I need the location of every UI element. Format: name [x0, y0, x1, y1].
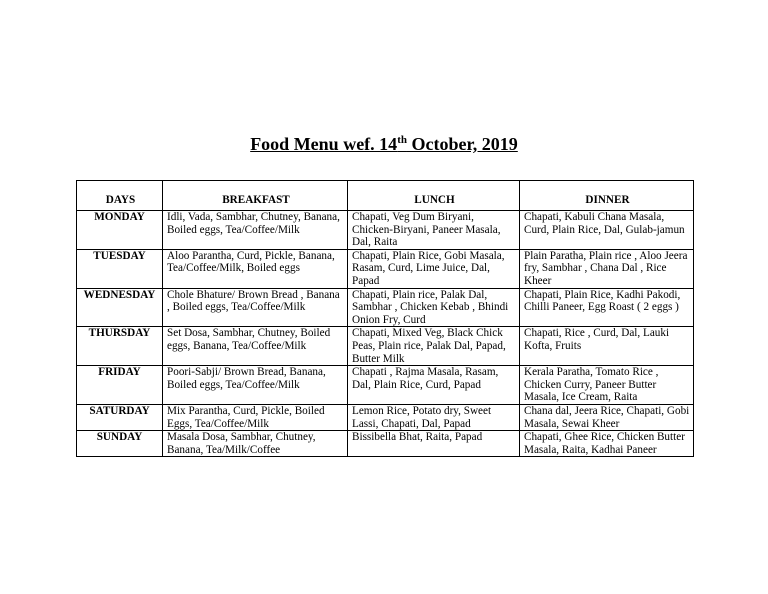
table-row — [77, 288, 694, 327]
lunch-cell: Chapati, Veg Dum Biryani, Chicken-Biryani, Paneer Masala, Dal, Raita — [348, 211, 520, 250]
column-header-dinner: DINNER — [520, 181, 694, 211]
breakfast-cell: Aloo Parantha, Curd, Pickle, Banana, Tea/Coffee/Milk, Boiled eggs — [163, 249, 348, 288]
lunch-cell: Chapati, Plain rice, Palak Dal, Sambhar , Chicken Kebab , Bhindi Onion Fry, Curd — [348, 288, 520, 327]
day-cell: MONDAY — [77, 211, 163, 250]
day-cell: TUESDAY — [77, 249, 163, 288]
lunch-cell: Chapati, Mixed Veg, Black Chick Peas, Plain rice, Palak Dal, Papad, Butter Milk — [348, 327, 520, 366]
title-superscript: th — [397, 134, 407, 146]
page-title — [0, 134, 768, 155]
food-menu-table — [76, 180, 694, 457]
table-row — [77, 249, 694, 288]
header-row — [77, 181, 694, 211]
title-prefix: Food Menu wef. 14 — [250, 134, 398, 154]
breakfast-cell: Set Dosa, Sambhar, Chutney, Boiled eggs, Banana, Tea/Coffee/Milk — [163, 327, 348, 366]
table-body — [77, 211, 694, 457]
breakfast-cell: Mix Parantha, Curd, Pickle, Boiled Eggs, Tea/Coffee/Milk — [163, 404, 348, 430]
title-text — [250, 134, 518, 154]
day-cell: SUNDAY — [77, 431, 163, 457]
lunch-cell: Chapati, Plain Rice, Gobi Masala, Rasam, Curd, Lime Juice, Dal, Papad — [348, 249, 520, 288]
dinner-cell: Chapati, Plain Rice, Kadhi Pakodi, Chilli Paneer, Egg Roast ( 2 eggs ) — [520, 288, 694, 327]
dinner-cell: Chapati, Ghee Rice, Chicken Butter Masala, Raita, Kadhai Paneer — [520, 431, 694, 457]
dinner-cell: Chapati, Kabuli Chana Masala, Curd, Plain Rice, Dal, Gulab-jamun — [520, 211, 694, 250]
table-row — [77, 211, 694, 250]
dinner-cell: Kerala Paratha, Tomato Rice , Chicken Curry, Paneer Butter Masala, Ice Cream, Raita — [520, 366, 694, 405]
lunch-cell: Lemon Rice, Potato dry, Sweet Lassi, Chapati, Dal, Papad — [348, 404, 520, 430]
table-row — [77, 327, 694, 366]
title-suffix: October, 2019 — [406, 134, 518, 154]
day-cell: WEDNESDAY — [77, 288, 163, 327]
table-row — [77, 431, 694, 457]
day-cell: SATURDAY — [77, 404, 163, 430]
breakfast-cell: Poori-Sabji/ Brown Bread, Banana, Boiled eggs, Tea/Coffee/Milk — [163, 366, 348, 405]
column-header-days: DAYS — [77, 181, 163, 211]
table-header — [77, 181, 694, 211]
day-cell: THURSDAY — [77, 327, 163, 366]
dinner-cell: Chapati, Rice , Curd, Dal, Lauki Kofta, Fruits — [520, 327, 694, 366]
column-header-breakfast: BREAKFAST — [163, 181, 348, 211]
lunch-cell: Chapati , Rajma Masala, Rasam, Dal, Plain Rice, Curd, Papad — [348, 366, 520, 405]
lunch-cell: Bissibella Bhat, Raita, Papad — [348, 431, 520, 457]
column-header-lunch: LUNCH — [348, 181, 520, 211]
day-cell: FRIDAY — [77, 366, 163, 405]
table-row — [77, 366, 694, 405]
breakfast-cell: Chole Bhature/ Brown Bread , Banana , Boiled eggs, Tea/Coffee/Milk — [163, 288, 348, 327]
breakfast-cell: Masala Dosa, Sambhar, Chutney, Banana, Tea/Milk/Coffee — [163, 431, 348, 457]
dinner-cell: Plain Paratha, Plain rice , Aloo Jeera fry, Sambhar , Chana Dal , Rice Kheer — [520, 249, 694, 288]
dinner-cell: Chana dal, Jeera Rice, Chapati, Gobi Masala, Sewai Kheer — [520, 404, 694, 430]
breakfast-cell: Idli, Vada, Sambhar, Chutney, Banana, Boiled eggs, Tea/Coffee/Milk — [163, 211, 348, 250]
table-row — [77, 404, 694, 430]
